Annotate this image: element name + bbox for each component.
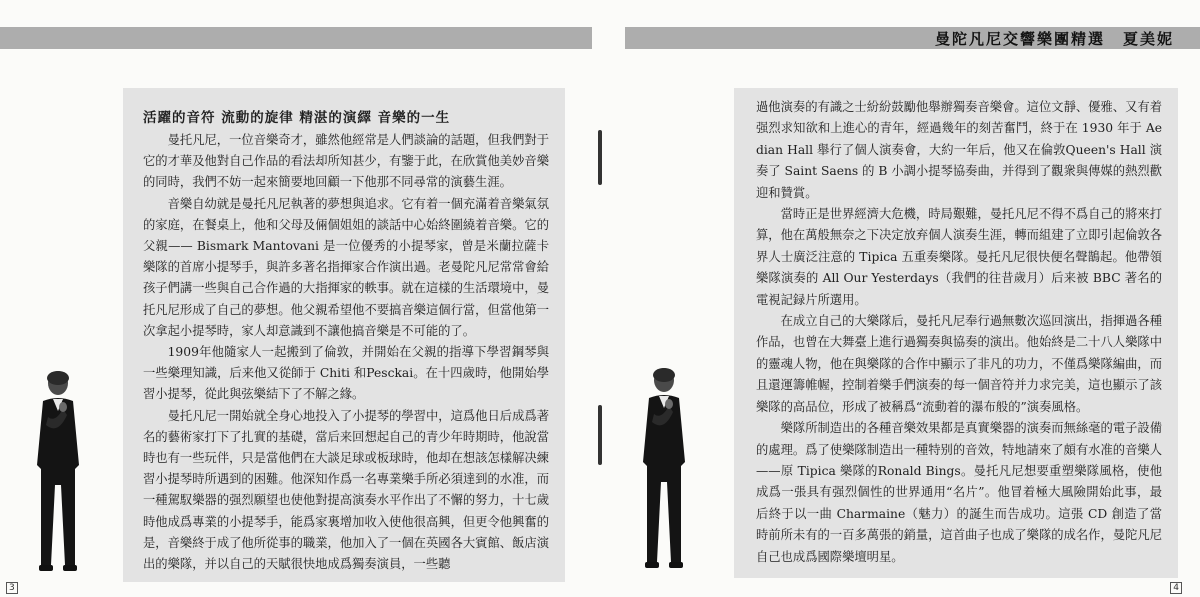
article-panel-right	[734, 88, 1178, 578]
article-panel-left	[123, 88, 565, 582]
header-bar-left	[0, 27, 592, 49]
paragraph: 當時正是世界經濟大危機，時局艱難，曼托凡尼不得不爲自己的將來打算，他在萬般無奈之下决定放弃個人演奏生涯，轉而組建了立即引起倫敦各界人士廣泛注意的 Tipica 五重奏樂隊。曼托凡尼很快便名聲鵲起。他帶領樂隊演奏的 All Our Yesterdays（我們的往昔歲月）后来被 BBC 著名的電視記録片所選用。	[756, 207, 1162, 307]
paragraph: 曼托凡尼，一位音樂奇才，雖然他經常是人們談論的話題，但我們對于它的才華及他對自己作品的看法却所知甚少，有鑒于此，在欣賞他美妙音樂的同時，我們不妨一起來簡要地回顧一下他那不同尋常的演藝生涯。	[143, 133, 549, 190]
paragraph: 1909年他隨家人一起搬到了倫敦，并開始在父親的指導下學習鋼琴與一些樂理知識，后来他又從師于 Chiti 和Pesckai。在十四歲時，他開始學習小提琴，從此與弦樂結下了不解之緣。	[143, 345, 549, 402]
paragraph: 在成立自己的大樂隊后，曼托凡尼奉行過無數次巡回演出，指揮過各種作品，也曾在大舞臺上進行過獨奏與協奏的演出。他始終是二十八人樂隊中的靈魂人物，他在與樂隊的合作中顯示了非凡的功力，不僅爲樂隊編曲，而且還運籌帷幄，控制着樂手們演奏的每一個音符并力求完美，這也顯示了該樂隊的高品位，形成了被稱爲“流動着的瀑布般的”演奏風格。	[756, 314, 1162, 414]
article-title: 活躍的音符 流動的旋律 精湛的演繹 音樂的一生	[143, 110, 451, 126]
page-number-left: 3	[6, 582, 18, 594]
conductor-photo-left	[15, 365, 95, 580]
paragraph: 曼托凡尼一開始就全身心地投入了小提琴的學習中，這爲他日后成爲著名的藝術家打下了扎實的基礎，當后来回想起自己的青少年時期時，他說當時也有一些玩伴，只是當他們在大談足球或板球時，他却在想該怎樣解决練習小提琴時所遇到的困難。他深知作爲一名專業樂手所必須達到的水准，而一種駕馭樂器的强烈願望也使他對提高演奏水平作出了不懈的努力，十七歲時他成爲專業的小提琴手，能爲家裏增加收入使他很高興，但更令他興奮的是，音樂終于成了他所從事的職業，他加入了一個在英國各大賓館、飯店演出的樂隊，并以自己的天賦很快地成爲獨奏演員，一些聽	[143, 408, 549, 572]
paragraph: 音樂自幼就是曼托凡尼執著的夢想與追求。它有着一個充滿着音樂氣氛的家庭，在餐桌上，他和父母及倆個姐姐的談話中心始終圍繞着音樂。它的父親—— Bismark Mantovani 是一位優秀的小提琴家，曾是米蘭拉薩卡樂隊的首席小提琴手，與許多著名指揮家合作演出過。老曼陀凡尼常常會給孩子們講一些與自己合作過的大指揮家的軼事。就在這樣的生活環境中，曼托凡尼形成了自己的夢想。他父親希望他不要搞音樂這個行當，但當他第一次拿起小提琴時，家人却意識到不讓他搞音樂是不可能的了。	[143, 196, 549, 338]
paragraph: 過他演奏的有識之士紛紛鼓勵他舉辦獨奏音樂會。這位文靜、優雅、又有着强烈求知欲和上進心的青年，經過幾年的刻苦奮鬥，終于在 1930 年于 Aedian Hall 舉行了個人演奏會，大約一年后，他又在倫敦Queen's Hall 演奏了 Saint Saens 的 B 小調小提琴協奏曲，并得到了觀衆與傳媒的熱烈歡迎和贊賞。	[756, 100, 1162, 200]
header-bar-right	[625, 27, 1200, 49]
paragraph: 樂隊所制造出的各種音樂效果都是真實樂器的演奏而無絲毫的電子設備的處理。爲了使樂隊制造出一種特别的音效，特地請來了頗有水准的音樂人——原 Tipica 樂隊的Ronald Bings。曼托凡尼想要重塑樂隊風格，使他成爲一張具有强烈個性的世界通用“名片”。他冒着極大風險開始此事，最后終于以一曲 Charmaine（魅力）的誕生而告成功。這張 CD 創造了當時前所未有的一百多萬張的銷量，這首曲子也成了樂隊的成名作，曼陀凡尼自己也成爲國際樂壇明星。	[756, 421, 1162, 564]
right-page	[600, 0, 1200, 597]
performer-name: 夏美妮	[1122, 30, 1174, 48]
album-title: 曼陀凡尼交響樂團精選	[934, 30, 1105, 48]
conductor-photo-right	[621, 362, 701, 577]
header-title	[935, 28, 1174, 49]
page-number-right: 4	[1170, 582, 1182, 594]
